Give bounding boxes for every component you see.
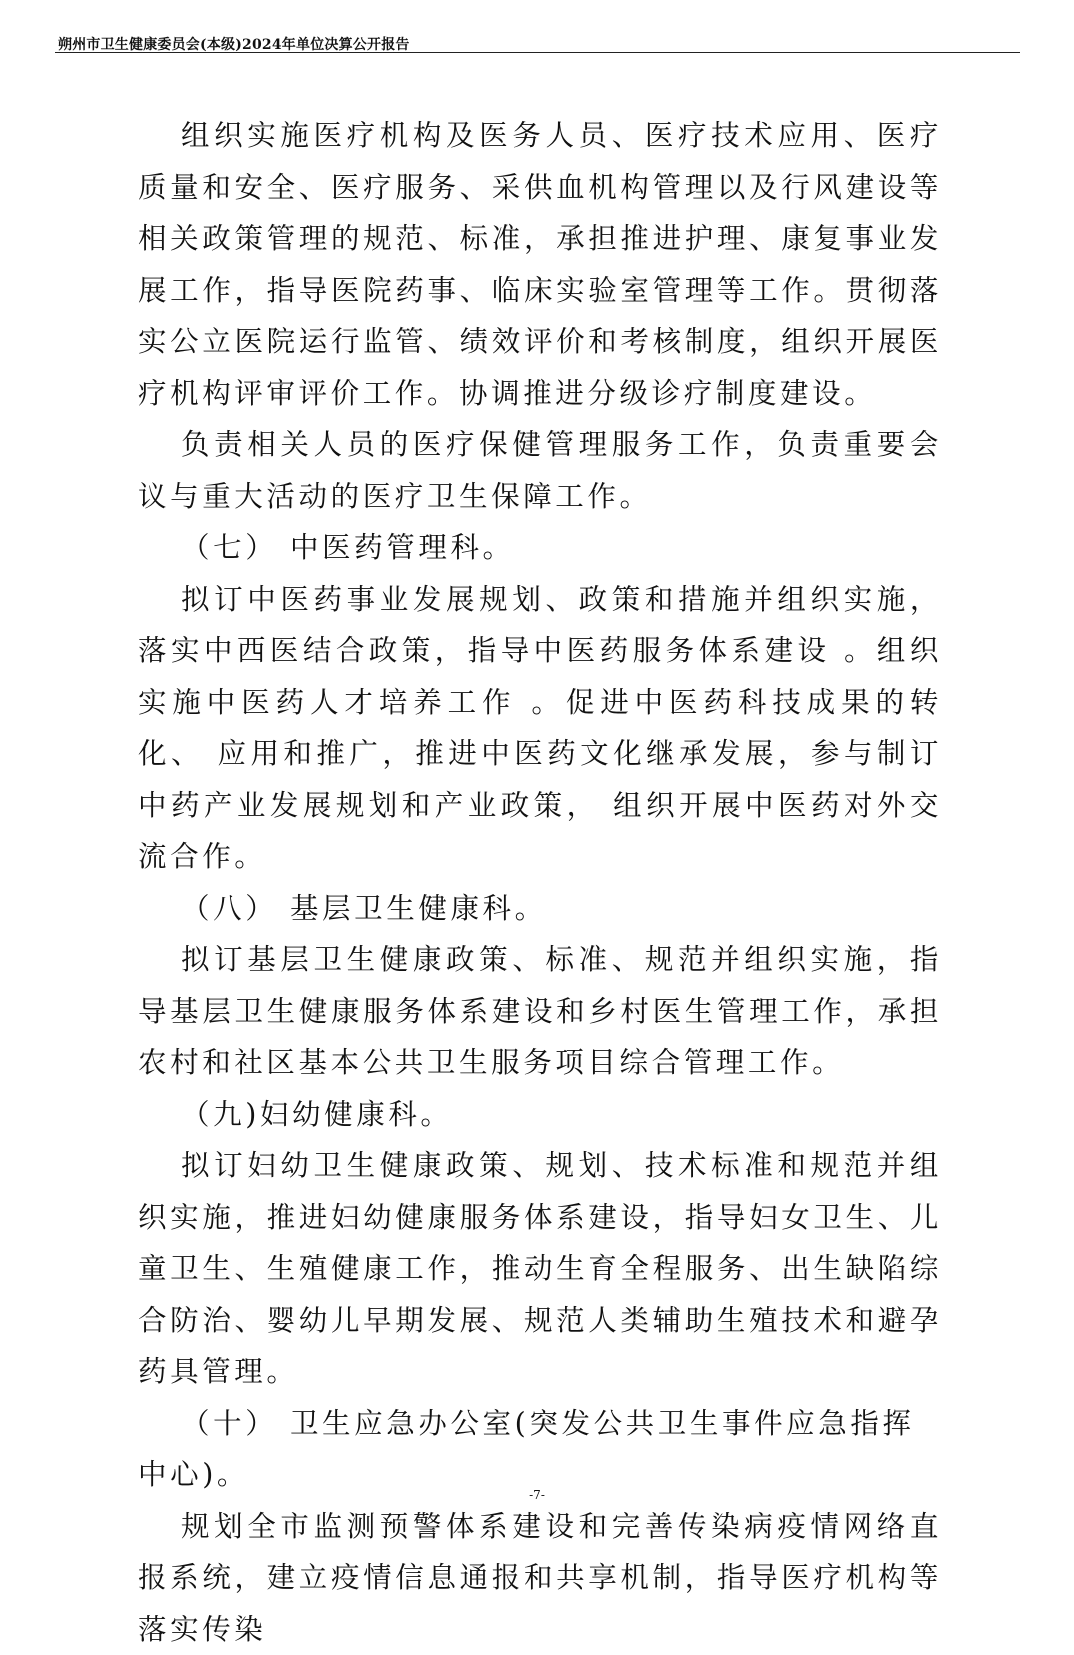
paragraph-health-care-services: 负责相关人员的医疗保健管理服务工作，负责重要会议与重大活动的医疗卫生保障工作。 (138, 419, 942, 522)
paragraph-emergency-duties: 规划全市监测预警体系建设和完善传染病疫情网络直报系统，建立疫情信息通报和共享机制，指导医疗机构等落实传染 (138, 1501, 942, 1655)
paragraph-tcm-duties: 拟订中医药事业发展规划、政策和措施并组织实施，落实中西医结合政策，指导中医药服务体系建设 。组织实施中医药人才培养工作 。促进中医药科技成果的转化、 应用和推广，推进中医药文化继承发展，参与制订中药产业发展规划和产业政策， 组织开展中医药对外交流合作。 (138, 574, 942, 883)
paragraph-primary-health-duties: 拟订基层卫生健康政策、标准、规范并组织实施，指导基层卫生健康服务体系建设和乡村医生管理工作，承担农村和社区基本公共卫生服务项目综合管理工作。 (138, 934, 942, 1089)
paragraph-maternal-child-duties: 拟订妇幼卫生健康政策、规划、技术标准和规范并组织实施，推进妇幼健康服务体系建设，指导妇女卫生、儿童卫生、生殖健康工作，推动生育全程服务、出生缺陷综合防治、婴幼儿早期发展、规范人类辅助生殖技术和避孕药具管理。 (138, 1140, 942, 1398)
page-number: -7- (0, 1488, 1074, 1502)
document-body (138, 110, 942, 1655)
paragraph-medical-admin-duties: 组织实施医疗机构及医务人员、医疗技术应用、医疗质量和安全、医疗服务、采供血机构管理以及行风建设等相关政策管理的规范、标准，承担推进护理、康复事业发展工作，指导医院药事、临床实验室管理等工作。贯彻落实公立医院运行监管、绩效评价和考核制度，组织开展医疗机构评审评价工作。协调推进分级诊疗制度建设。 (138, 110, 942, 419)
section-heading-emergency-office: （十） 卫生应急办公室(突发公共卫生事件应急指挥中心)。 (138, 1398, 942, 1501)
section-heading-tcm: （七） 中医药管理科。 (138, 522, 942, 574)
header-divider (55, 52, 1020, 53)
section-heading-primary-health: （八） 基层卫生健康科。 (138, 883, 942, 935)
report-header-title: 朔州市卫生健康委员会(本级)2024年单位决算公开报告 (58, 34, 410, 54)
section-heading-maternal-child: （九)妇幼健康科。 (138, 1089, 942, 1141)
